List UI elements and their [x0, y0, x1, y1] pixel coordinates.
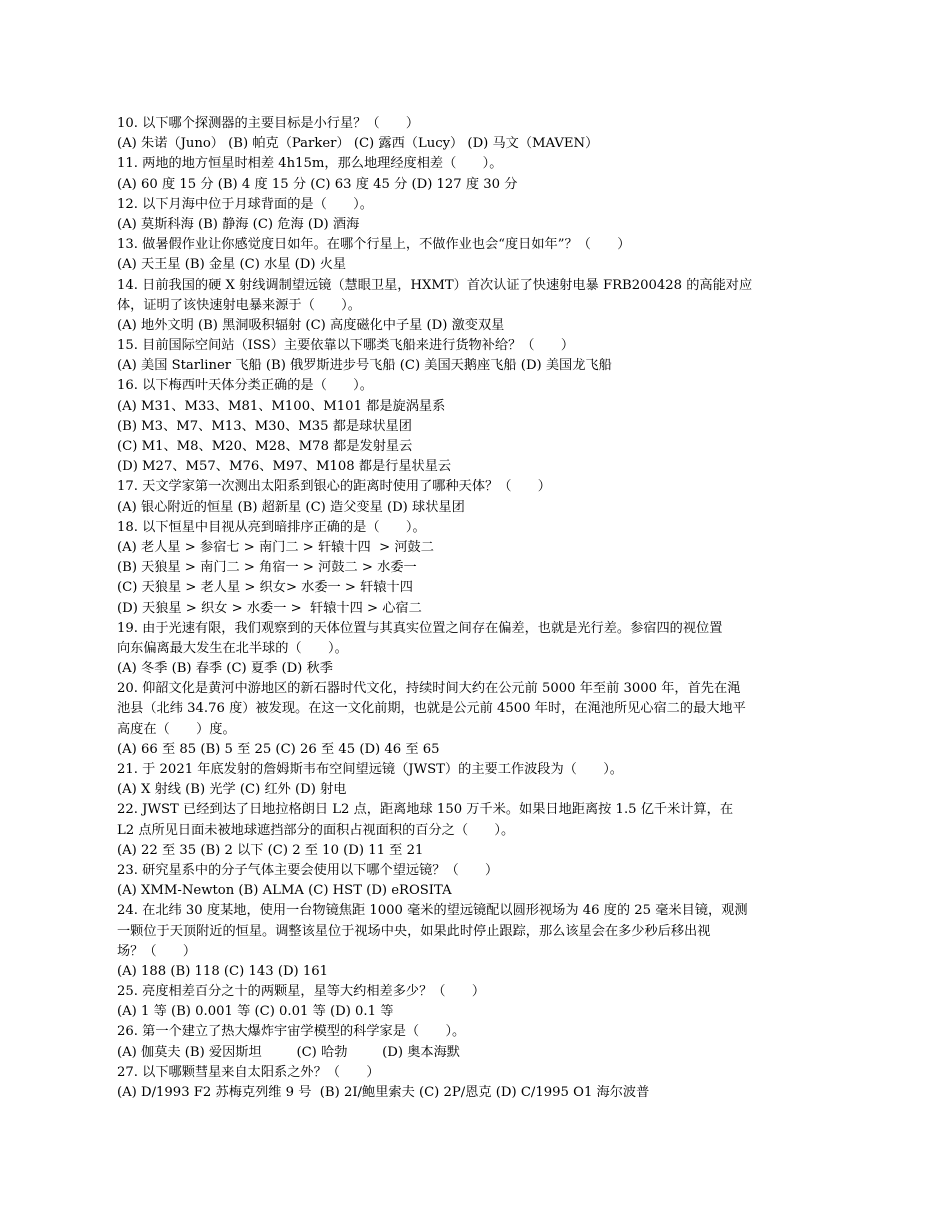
- question-list: [117, 114, 839, 1103]
- answer-options-line: (B) 天狼星 > 南门二 > 角宿一 > 河鼓二 > 水委一: [117, 560, 417, 576]
- question-text-line: 16. 以下梅西叶天体分类正确的是（ ）。: [117, 378, 373, 394]
- answer-options-line: (C) 天狼星 > 老人星 > 织女> 水委一 > 轩辕十四: [117, 580, 413, 596]
- answer-options-line: (A) 朱诺（Juno） (B) 帕克（Parker） (C) 露西（Lucy） (D) 马文（MAVEN）: [117, 136, 599, 152]
- answer-options-line: (A) 1 等 (B) 0.001 等 (C) 0.01 等 (D) 0.1 等: [117, 1004, 394, 1020]
- question-text-line: 13. 做暑假作业让你感觉度日如年。在哪个行星上，不做作业也会“度日如年”？（ ）: [117, 237, 631, 253]
- answer-options-line: (A) 60 度 15 分 (B) 4 度 15 分 (C) 63 度 45 分 (D) 127 度 30 分: [117, 176, 518, 192]
- question-text-line: 26. 第一个建立了热大爆炸宇宙学模型的科学家是（ ）。: [117, 1024, 466, 1040]
- question-text-line: 15. 目前国际空间站（ISS）主要依靠以下哪类飞船来进行货物补给？（ ）: [117, 338, 575, 354]
- answer-options-line: (C) M1、M8、M20、M28、M78 都是发射星云: [117, 439, 413, 454]
- answer-options-line: (A) D/1993 F2 苏梅克列维 9 号 (B) 2I/鲍里索夫 (C) 2P/恩克 (D) C/1995 O1 海尔波普: [117, 1085, 650, 1100]
- question-text-line: 22. JWST 已经到达了日地拉格朗日 L2 点，距离地球 150 万千米。如果日地距离按 1.5 亿千米计算，在: [117, 802, 734, 818]
- question-text-line: 25. 亮度相差百分之十的两颗星，星等大约相差多少？（ ）: [117, 984, 486, 1000]
- question-text-line: 24. 在北纬 30 度某地，使用一台物镜焦距 1000 毫米的望远镜配以圆形视场为 46 度的 25 毫米目镜，观测: [117, 903, 748, 919]
- question-text-line: 18. 以下恒星中目视从亮到暗排序正确的是（ ）。: [117, 519, 426, 535]
- answer-options-line: (A) X 射线 (B) 光学 (C) 红外 (D) 射电: [117, 782, 347, 798]
- answer-options-line: (A) 伽莫夫 (B) 爱因斯坦 (C) 哈勃 (D) 奥本海默: [117, 1044, 460, 1060]
- question-text-line: 12. 以下月海中位于月球背面的是（ ）。: [117, 196, 373, 212]
- question-text-line: 17. 天文学家第一次测出太阳系到银心的距离时使用了哪种天体？（ ）: [117, 479, 551, 495]
- answer-options-line: (A) 22 至 35 (B) 2 以下 (C) 2 至 10 (D) 11 至 21: [117, 842, 424, 858]
- answer-options-line: (D) 天狼星 > 织女 > 水委一 > 轩辕十四 > 心宿二: [117, 600, 422, 616]
- answer-options-line: (A) 66 至 85 (B) 5 至 25 (C) 26 至 45 (D) 46 至 65: [117, 741, 440, 757]
- question-text-line: 向东偏离最大发生在北半球的（ ）。: [117, 640, 348, 656]
- answer-options-line: (A) XMM-Newton (B) ALMA (C) HST (D) eROSITA: [117, 883, 452, 899]
- question-text-line: 19. 由于光速有限，我们观察到的天体位置与其真实位置之间存在偏差，也就是光行差。参宿四的视位置: [117, 620, 723, 636]
- answer-options-line: (A) 老人星 > 参宿七 > 南门二 > 轩辕十四 > 河鼓二: [117, 539, 434, 555]
- answer-options-line: (A) M31、M33、M81、M100、M101 都是旋涡星系: [117, 398, 446, 414]
- question-text-line: 23. 研究星系中的分子气体主要会使用以下哪个望远镜？（ ）: [117, 862, 499, 878]
- answer-options-line: (D) M27、M57、M76、M97、M108 都是行星状星云: [117, 459, 452, 475]
- question-text-line: 10. 以下哪个探测器的主要目标是小行星？（ ）: [117, 116, 420, 131]
- question-text-line: 池县（北纬 34.76 度）被发现。在这一文化前期，也就是公元前 4500 年时，在渑池所见心宿二的最大地平: [117, 701, 746, 717]
- question-text-line: 27. 以下哪颗彗星来自太阳系之外？（ ）: [117, 1064, 380, 1080]
- question-text-line: 体，证明了该快速射电暴来源于（ ）。: [117, 297, 361, 313]
- question-text-line: 11. 两地的地方恒星时相差 4h15m，那么地理经度相差（ ）。: [117, 156, 503, 172]
- question-text-line: 高度在（ ）度。: [117, 721, 236, 737]
- question-text-line: 一颗位于天顶附近的恒星。调整该星位于视场中央，如果此时停止跟踪，那么该星会在多少秒后移出视: [117, 923, 711, 939]
- question-text-line: 14. 日前我国的硬 X 射线调制望远镜（慧眼卫星，HXMT）首次认证了快速射电暴 FRB200428 的高能对应: [117, 277, 753, 293]
- answer-options-line: (A) 银心附近的恒星 (B) 超新星 (C) 造父变星 (D) 球状星团: [117, 499, 465, 515]
- question-text-line: L2 点所见日面未被地球遮挡部分的面积占视面积的百分之（ ）。: [117, 822, 515, 838]
- question-text-line: 21. 于 2021 年底发射的詹姆斯韦布空间望远镜（JWST）的主要工作波段为（ ）。: [117, 762, 623, 777]
- answer-options-line: (A) 冬季 (B) 春季 (C) 夏季 (D) 秋季: [117, 661, 333, 677]
- question-text-line: 场？（ ）: [117, 943, 197, 959]
- answer-options-line: (A) 地外文明 (B) 黑洞吸积辐射 (C) 高度磁化中子星 (D) 激变双星: [117, 317, 505, 333]
- answer-options-line: (A) 188 (B) 118 (C) 143 (D) 161: [117, 963, 329, 979]
- answer-options-line: (A) 美国 Starliner 飞船 (B) 俄罗斯进步号飞船 (C) 美国天鹅座飞船 (D) 美国龙飞船: [117, 358, 612, 374]
- answer-options-line: (A) 莫斯科海 (B) 静海 (C) 危海 (D) 酒海: [117, 216, 360, 232]
- question-text-line: 20. 仰韶文化是黄河中游地区的新石器时代文化，持续时间大约在公元前 5000 年至前 3000 年，首先在渑: [117, 681, 741, 697]
- answer-options-line: (B) M3、M7、M13、M30、M35 都是球状星团: [117, 418, 412, 434]
- answer-options-line: (A) 天王星 (B) 金星 (C) 水星 (D) 火星: [117, 257, 347, 273]
